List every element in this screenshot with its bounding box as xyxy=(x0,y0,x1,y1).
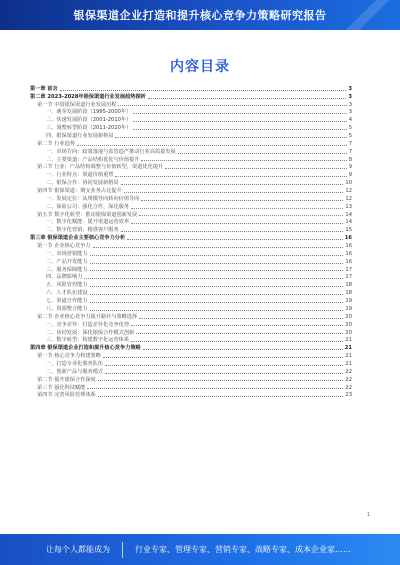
toc-leader-dots xyxy=(103,357,343,358)
toc-entry-page: 22 xyxy=(345,384,352,391)
toc-entry-page: 20 xyxy=(345,321,352,328)
toc-entry-page: 10 xyxy=(345,180,352,187)
toc-entry[interactable] xyxy=(30,375,352,383)
toc-entry[interactable] xyxy=(30,280,352,288)
toc-leader-dots xyxy=(90,302,344,303)
toc-entry-page: 13 xyxy=(345,203,352,210)
toc-entry[interactable] xyxy=(30,296,352,304)
toc-entry-text: 二、创新产品与服务模式 xyxy=(46,368,104,375)
toc-entry-text: 第四章 银保渠道企业打造和提升核心竞争力策略 xyxy=(30,345,141,352)
toc-entry-page: 3 xyxy=(348,109,352,116)
toc-entry-page: 23 xyxy=(345,392,352,399)
toc-entry-text: 二、产品开发能力 xyxy=(46,258,88,265)
report-header xyxy=(0,0,400,30)
toc-leader-dots xyxy=(60,90,347,91)
toc-entry[interactable] xyxy=(30,202,352,210)
toc-entry-text: 二、银保合作：协同发展新格局 xyxy=(46,180,119,187)
toc-leader-dots xyxy=(141,160,346,161)
toc-entry-text: 一、市场方向：政策落地与监管趋严推动行业高质量发展 xyxy=(46,148,176,155)
toc-leader-dots xyxy=(139,215,343,216)
toc-leader-dots xyxy=(77,145,347,146)
toc-entry[interactable] xyxy=(30,131,352,139)
toc-entry[interactable] xyxy=(30,273,352,281)
toc-entry-text: 第三章 银保渠道企业主要核心竞争力分析 xyxy=(30,235,126,242)
toc-leader-dots xyxy=(139,318,343,319)
toc-entry[interactable] xyxy=(30,383,352,391)
toc-entry[interactable] xyxy=(30,343,352,351)
toc-entry-text: 八、资源整合能力 xyxy=(46,305,88,312)
toc-entry[interactable] xyxy=(30,210,352,218)
toc-entry-page: 20 xyxy=(345,329,352,336)
toc-title: 内容目录 xyxy=(170,59,230,75)
toc-entry-page: 9 xyxy=(348,172,352,179)
toc-entry-text: 四、品牌影响力 xyxy=(46,274,83,281)
toc-entry-page: 14 xyxy=(345,211,352,218)
toc-entry[interactable] xyxy=(30,225,352,233)
toc-leader-dots xyxy=(136,333,343,334)
toc-leader-dots xyxy=(90,310,344,311)
toc-entry[interactable] xyxy=(30,336,352,344)
toc-leader-dots xyxy=(87,388,343,389)
toc-entry-text: 第三节 强化科技赋能 xyxy=(37,384,86,391)
toc-entry-text: 第二节 企业核心竞争力提升路径与策略选择 xyxy=(37,313,138,320)
toc-entry-text: 二、主要渠道：产品结构优化与价值提升 xyxy=(46,156,140,163)
toc-entry-text: 一、打造专业化服务队伍 xyxy=(46,360,104,367)
toc-entry[interactable] xyxy=(30,391,352,399)
report-title: 银保渠道企业打造和提升核心竞争力策略研究报告 xyxy=(73,9,327,22)
toc-leader-dots xyxy=(90,286,344,287)
toc-leader-dots xyxy=(131,341,343,342)
toc-entry[interactable] xyxy=(30,328,352,336)
toc-entry[interactable] xyxy=(30,115,352,123)
toc-entry[interactable] xyxy=(30,178,352,186)
toc-entry[interactable] xyxy=(30,320,352,328)
toc-entry-text: 五、风险管控能力 xyxy=(46,282,88,289)
footer-banner xyxy=(0,534,400,565)
toc-entry-text: 一、萌芽发展阶段（1995-2000年） xyxy=(46,109,132,116)
toc-leader-dots xyxy=(121,231,344,232)
toc-entry-text: 一、竞争差异：打造差异化竞争优势 xyxy=(46,321,130,328)
toc-entry-text: 第四节 完善风险管理体系 xyxy=(37,392,96,399)
toc-entry-text: 第一节 核心竞争力构建策略 xyxy=(37,353,101,360)
toc-entry[interactable] xyxy=(30,92,352,100)
toc-entry-page: 22 xyxy=(345,368,352,375)
toc-entry-page: 3 xyxy=(348,101,352,108)
toc-leader-dots xyxy=(84,278,343,279)
toc-leader-dots xyxy=(131,325,343,326)
toc-entry[interactable] xyxy=(30,139,352,147)
toc-leader-dots xyxy=(133,121,346,122)
toc-leader-dots xyxy=(90,270,344,271)
toc-entry-page: 16 xyxy=(345,258,352,265)
toc-leader-dots xyxy=(118,105,346,106)
toc-entry-text: 二、保险公司：强化合作，深化服务 xyxy=(46,203,130,210)
toc-leader-dots xyxy=(131,208,343,209)
toc-entry-text: 第三节 行业：产品结构调整与价值转型，渠道优化提升 xyxy=(37,164,164,171)
toc-leader-dots xyxy=(141,200,343,201)
toc-leader-dots xyxy=(115,137,346,138)
toc-entry[interactable] xyxy=(30,233,352,241)
toc-entry-page: 12 xyxy=(345,195,352,202)
footer-divider xyxy=(122,542,123,558)
toc-entry-page: 4 xyxy=(348,117,352,124)
toc-entry[interactable] xyxy=(30,288,352,296)
header-decoration xyxy=(340,0,400,30)
toc-entry-text: 第一章 前言 xyxy=(30,85,58,92)
toc-entry-text: 一、市场营销能力 xyxy=(46,250,88,257)
toc-entry-text: 四、银保渠道行业发展新格局 xyxy=(46,133,114,140)
toc-entry-page: 16 xyxy=(345,250,352,257)
toc-leader-dots xyxy=(105,365,343,366)
toc-entry[interactable] xyxy=(30,123,352,131)
toc-entry-text: 七、渠道合作能力 xyxy=(46,298,88,305)
toc-entry[interactable] xyxy=(30,100,352,108)
toc-entry[interactable] xyxy=(30,241,352,249)
footer-slogan-left: 让每个人都能成为 xyxy=(46,545,110,554)
toc-entry[interactable] xyxy=(30,367,352,375)
toc-entry-page: 3 xyxy=(348,85,352,92)
toc-entry-text: 第四节 银保渠道：期交业务占比提升 xyxy=(37,188,122,195)
toc-entry[interactable] xyxy=(30,84,352,92)
toc-entry-text: 第二节 行业趋势 xyxy=(37,140,75,147)
toc-entry-page: 17 xyxy=(345,274,352,281)
toc-leader-dots xyxy=(143,349,343,350)
toc-entry[interactable] xyxy=(30,351,352,359)
toc-entry-page: 15 xyxy=(345,227,352,234)
toc-entry[interactable] xyxy=(30,194,352,202)
toc-entry[interactable] xyxy=(30,170,352,178)
toc-entry-text: 二、快速发展阶段（2001-2010年） xyxy=(46,117,132,124)
toc-entry[interactable] xyxy=(30,359,352,367)
toc-leader-dots xyxy=(115,176,346,177)
toc-entry-page: 22 xyxy=(345,376,352,383)
toc-leader-dots xyxy=(127,239,343,240)
toc-entry-text: 一、数字化赋能：提升渠道运营效率 xyxy=(46,219,130,226)
toc-entry[interactable] xyxy=(30,304,352,312)
toc-entry-text: 第一节 中国银保渠道行业发展历程 xyxy=(37,101,117,108)
toc-entry-text: 一、发展定位：从规模导向转向价值导向 xyxy=(46,195,140,202)
toc-entry-page: 5 xyxy=(348,125,352,132)
toc-entry-text: 第五节 数字化转型：推动银保渠道创新发展 xyxy=(37,211,138,218)
toc-entry-page: 19 xyxy=(345,298,352,305)
toc-entry-page: 16 xyxy=(344,235,352,242)
toc-leader-dots xyxy=(93,247,344,248)
toc-entry-page: 7 xyxy=(348,140,352,147)
toc-leader-dots xyxy=(178,153,347,154)
toc-leader-dots xyxy=(90,294,344,295)
toc-list xyxy=(30,84,352,398)
toc-leader-dots xyxy=(105,373,343,374)
toc-entry-page: 9 xyxy=(348,164,352,171)
toc-entry-text: 三、服务保障能力 xyxy=(46,266,88,273)
toc-entry-text: 三、数字转型：构建数字化运营体系 xyxy=(46,337,130,344)
toc-entry-text: 二、协同发展：深化银保合作模式创新 xyxy=(46,329,135,336)
footer-slogan-right: 行业专家、管理专家、营销专家、战略专家、成本企业家…… xyxy=(135,545,351,554)
toc-entry-page: 21 xyxy=(345,360,352,367)
toc-entry-page: 18 xyxy=(345,282,352,289)
toc-leader-dots xyxy=(90,263,344,264)
toc-entry-page: 7 xyxy=(348,148,352,155)
toc-entry[interactable] xyxy=(30,249,352,257)
toc-entry[interactable] xyxy=(30,265,352,273)
toc-entry[interactable] xyxy=(30,147,352,155)
toc-entry-text: 二、数字化营销：精准客户服务 xyxy=(46,227,119,234)
toc-entry[interactable] xyxy=(30,218,352,226)
toc-leader-dots xyxy=(98,380,344,381)
page-number: 1 xyxy=(366,512,370,518)
toc-entry-text: 一、行业特点：渠道价值重塑 xyxy=(46,172,114,179)
toc-entry[interactable] xyxy=(30,108,352,116)
toc-entry-page: 21 xyxy=(345,337,352,344)
toc-entry-page: 21 xyxy=(345,353,352,360)
toc-entry-page: 19 xyxy=(345,305,352,312)
toc-leader-dots xyxy=(133,129,346,130)
toc-entry-text: 第一节 企业核心竞争力 xyxy=(37,243,91,250)
toc-entry-text: 三、调整转型阶段（2011-2020年） xyxy=(46,125,132,132)
toc-entry[interactable] xyxy=(30,312,352,320)
toc-entry-page: 8 xyxy=(348,156,352,163)
toc-entry[interactable] xyxy=(30,186,352,194)
toc-entry-text: 六、人才队伍建设 xyxy=(46,290,88,297)
toc-leader-dots xyxy=(148,98,347,99)
toc-leader-dots xyxy=(121,184,344,185)
toc-leader-dots xyxy=(124,192,344,193)
toc-entry-page: 14 xyxy=(345,219,352,226)
toc-entry-text: 第二节 提升银保合作深度 xyxy=(37,376,96,383)
toc-entry-page: 12 xyxy=(345,188,352,195)
toc-entry-page: 3 xyxy=(348,93,352,100)
toc-entry[interactable] xyxy=(30,163,352,171)
toc-entry-page: 5 xyxy=(348,133,352,140)
toc-entry-page: 21 xyxy=(344,345,352,352)
toc-entry[interactable] xyxy=(30,155,352,163)
toc-entry-page: 16 xyxy=(345,243,352,250)
toc-entry[interactable] xyxy=(30,257,352,265)
toc-leader-dots xyxy=(98,396,344,397)
toc-leader-dots xyxy=(90,255,344,256)
toc-leader-dots xyxy=(165,168,347,169)
toc-leader-dots xyxy=(131,223,343,224)
toc-leader-dots xyxy=(133,113,346,114)
toc-entry-page: 20 xyxy=(345,313,352,320)
toc-entry-page: 17 xyxy=(345,266,352,273)
toc-entry-page: 18 xyxy=(345,290,352,297)
toc-entry-text: 第二章 2023-2028年银保渠道行业发展趋势探析 xyxy=(30,93,146,100)
